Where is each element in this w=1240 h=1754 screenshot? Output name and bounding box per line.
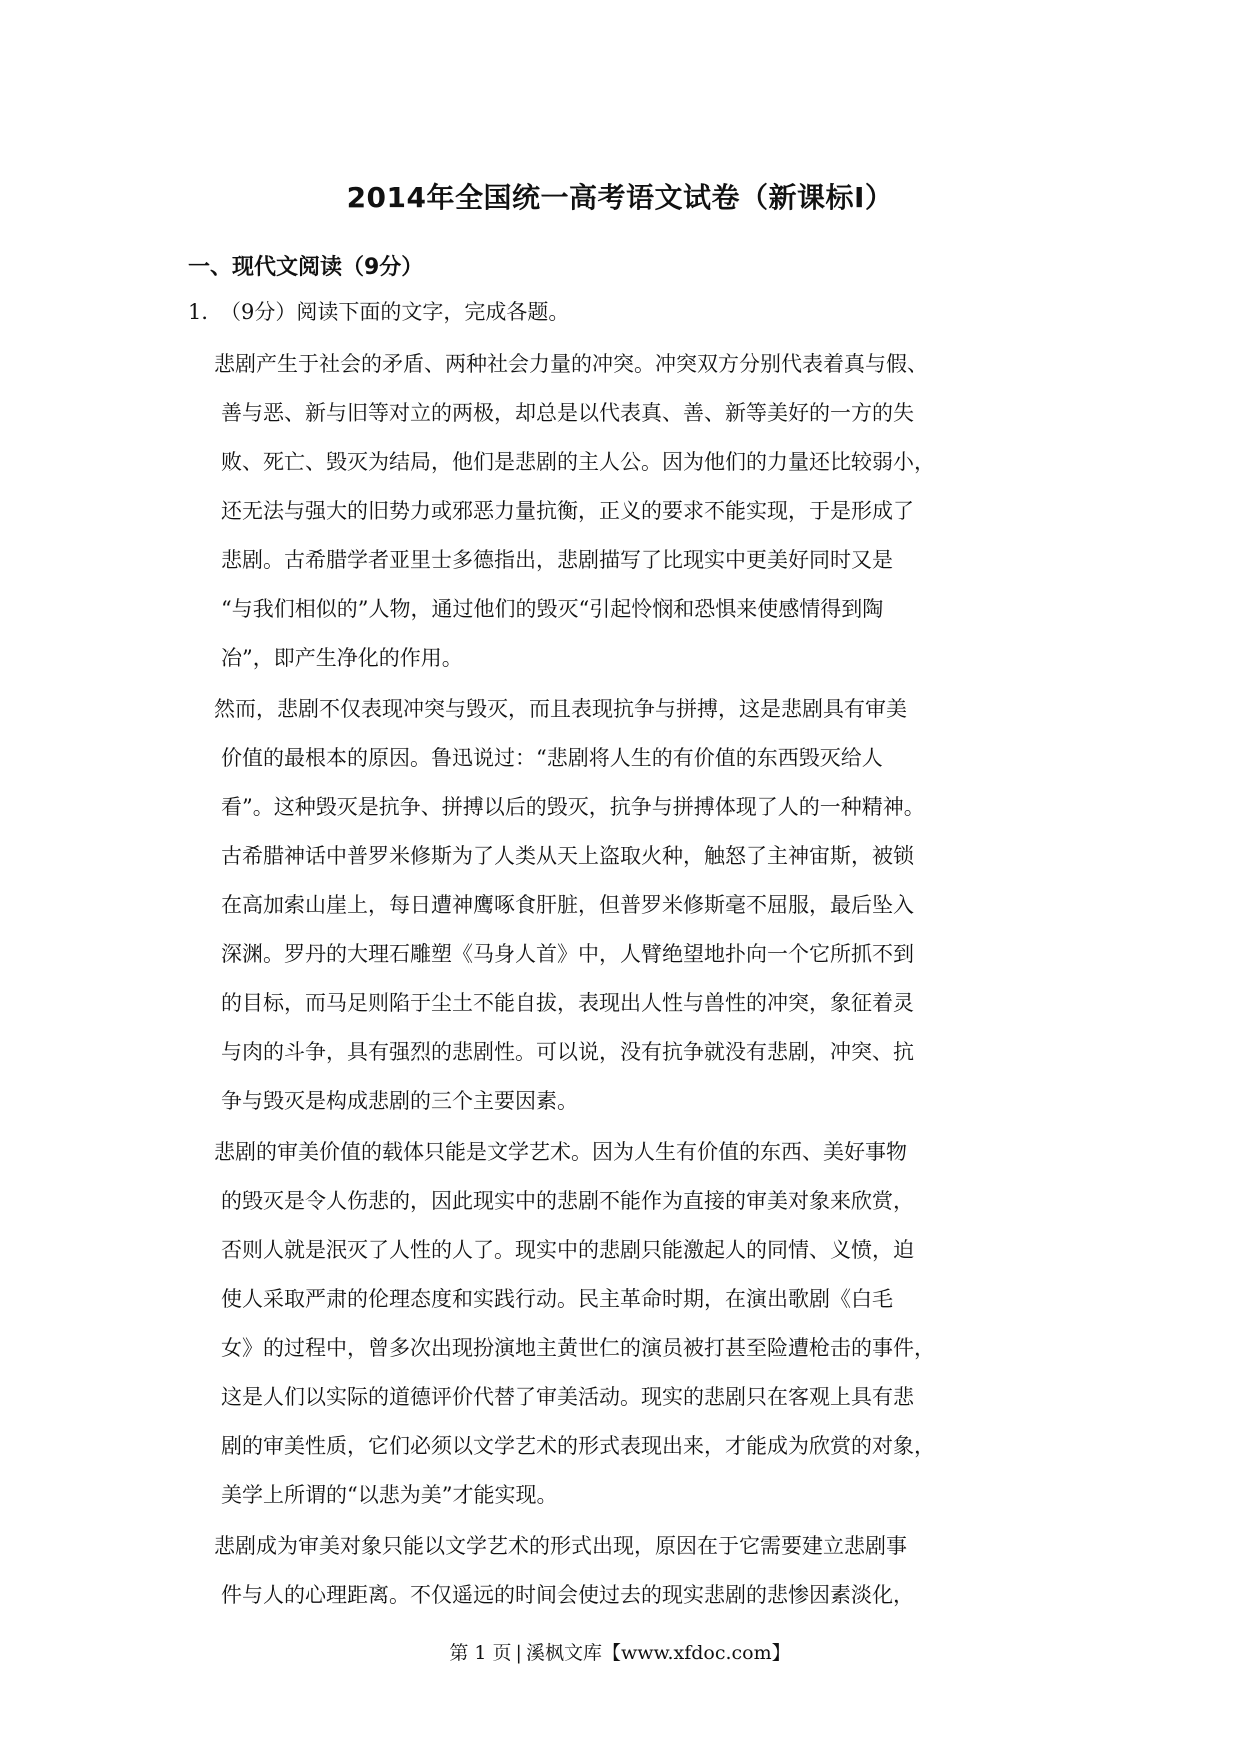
paragraph-line: 深渊。罗丹的大理石雕塑《马身人首》中，人臂绝望地扑向一个它所抓不到	[221, 942, 914, 966]
paragraph-line: 剧的审美性质，它们必须以文学艺术的形式表现出来，才能成为欣赏的对象，	[221, 1434, 935, 1458]
paragraph-line: 美学上所谓的“以悲为美”才能实现。	[221, 1483, 558, 1507]
paragraph-line: 的毁灭是令人伤悲的，因此现实中的悲剧不能作为直接的审美对象来欣赏，	[221, 1189, 914, 1213]
page-title: 2014年全国统一高考语文试卷（新课标Ⅰ）	[346, 181, 894, 214]
question-prompt: （9分）阅读下面的文字，完成各题。	[220, 300, 570, 324]
paragraph-line: 否则人就是泯灭了人性的人了。现实中的悲剧只能激起人的同情、义愤，迫	[221, 1238, 914, 1262]
paragraph-line: 使人采取严肃的伦理态度和实践行动。民主革命时期，在演出歌剧《白毛	[221, 1287, 893, 1311]
paragraph-line: 然而，悲剧不仅表现冲突与毁灭，而且表现抗争与拼搏，这是悲剧具有审美	[214, 697, 907, 721]
footer-site-label: 溪枫文库【www.xfdoc.com】	[525, 1642, 791, 1664]
paragraph-line: 悲剧成为审美对象只能以文学艺术的形式出现，原因在于它需要建立悲剧事	[214, 1534, 907, 1558]
page-footer	[0, 1638, 1240, 1665]
paragraph-line: 价值的最根本的原因。鲁迅说过：“悲剧将人生的有价值的东西毁灭给人	[221, 746, 883, 770]
paragraph-line: 悲剧。古希腊学者亚里士多德指出，悲剧描写了比现实中更美好同时又是	[221, 548, 893, 572]
section-heading: 一、现代文阅读（9分）	[188, 255, 424, 280]
paragraph-line: 善与恶、新与旧等对立的两极，却总是以代表真、善、新等美好的一方的失	[221, 401, 914, 425]
paragraph-line: 件与人的心理距离。不仅遥远的时间会使过去的现实悲剧的悲惨因素淡化，	[221, 1583, 914, 1607]
paragraph-line: 在高加索山崖上，每日遭神鹰啄食肝脏，但普罗米修斯毫不屈服，最后坠入	[221, 893, 914, 917]
passage-paragraph	[214, 1128, 1064, 1520]
paragraph-line: 古希腊神话中普罗米修斯为了人类从天上盗取火种，触怒了主神宙斯，被锁	[221, 844, 914, 868]
passage-paragraph	[214, 1522, 1064, 1620]
paragraph-line: “与我们相似的”人物，通过他们的毁灭“引起怜悯和恐惧来使感情得到陶	[221, 597, 884, 621]
paragraph-line: 败、死亡、毁灭为结局，他们是悲剧的主人公。因为他们的力量还比较弱小，	[221, 450, 935, 474]
paragraph-line: 与肉的斗争，具有强烈的悲剧性。可以说，没有抗争就没有悲剧，冲突、抗	[221, 1040, 914, 1064]
paragraph-line: 还无法与强大的旧势力或邪恶力量抗衡，正义的要求不能实现，于是形成了	[221, 499, 914, 523]
paragraph-line: 争与毁灭是构成悲剧的三个主要因素。	[221, 1089, 578, 1113]
footer-separator: |	[515, 1642, 522, 1664]
paragraph-line: 的目标，而马足则陷于尘土不能自拔，表现出人性与兽性的冲突，象征着灵	[221, 991, 914, 1015]
page-number: 第 1 页	[449, 1642, 512, 1664]
question-number: 1．	[188, 300, 223, 324]
paragraph-line: 悲剧的审美价值的载体只能是文学艺术。因为人生有价值的东西、美好事物	[214, 1140, 907, 1164]
paragraph-line: 女》的过程中，曾多次出现扮演地主黄世仁的演员被打甚至险遭枪击的事件，	[221, 1336, 935, 1360]
paragraph-line: 这是人们以实际的道德评价代替了审美活动。现实的悲剧只在客观上具有悲	[221, 1385, 914, 1409]
passage-paragraph	[214, 685, 1064, 1126]
reading-passage	[214, 340, 1064, 1622]
paragraph-line: 悲剧产生于社会的矛盾、两种社会力量的冲突。冲突双方分别代表着真与假、	[214, 352, 928, 376]
passage-paragraph	[214, 340, 1064, 683]
paragraph-line: 看”。这种毁灭是抗争、拼搏以后的毁灭，抗争与拼搏体现了人的一种精神。	[221, 795, 925, 819]
paragraph-line: 冶”，即产生净化的作用。	[221, 646, 463, 670]
question-1	[188, 296, 569, 326]
